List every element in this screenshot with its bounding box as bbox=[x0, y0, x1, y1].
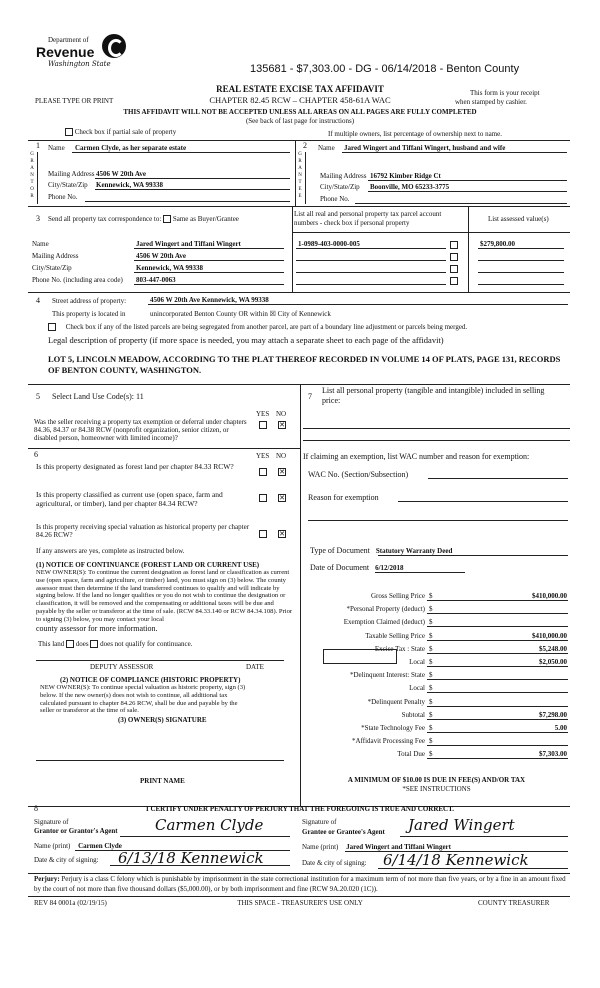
grantor-name[interactable]: Carmen Clyde, as her separate estate bbox=[75, 144, 187, 152]
continuance-row bbox=[38, 640, 192, 648]
acceptance-warning: THIS AFFIDAVIT WILL NOT BE ACCEPTED UNLESS ALL AREAS ON ALL PAGES ARE FULLY COMPLETED bbox=[123, 108, 477, 116]
tax-row bbox=[303, 603, 568, 615]
grantee-name-label: Name bbox=[318, 144, 335, 152]
local-rate-box[interactable] bbox=[323, 649, 397, 664]
notice2-title: (2) NOTICE OF COMPLIANCE (HISTORIC PROPERTY) bbox=[60, 676, 241, 684]
wac-label: WAC No. (Section/Subsection) bbox=[308, 470, 409, 479]
forest-no-checkbox[interactable]: ✕ bbox=[279, 468, 285, 476]
current-use-no-checkbox[interactable]: ✕ bbox=[279, 494, 285, 502]
sec3-phone[interactable]: 803-447-0063 bbox=[136, 276, 176, 284]
notice1-body: NEW OWNER(S): To continue the current designation as forest land or classification as current use (open space, farm and agriculture, or timber) land, you must sign on (3) below. The county assessor must then determine if the land transferred continues to qualify and will indicate by signing below. If the land no longer qualifies or you do not wish to continue the designation or classification, it will be removed and the compensating or additional taxes will be due and payable by the seller or transferor at the time of sale. (RCW 84.33.140 or RCW 84.34.108). Prior to signing (3) below, you may contact your local bbox=[36, 569, 293, 623]
tax-row bbox=[303, 696, 568, 708]
notice1-title: (1) NOTICE OF CONTINUANCE (FOREST LAND OR CURRENT USE) bbox=[36, 561, 260, 569]
perjury-notice bbox=[34, 875, 568, 894]
sec3-name-label: Name bbox=[32, 240, 49, 248]
located-value[interactable]: unincorporated Benton County OR within ☒ City of Kennewick bbox=[150, 310, 331, 318]
tax-row-dollar: $ bbox=[429, 592, 433, 600]
tax-row-dollar: $ bbox=[429, 750, 433, 759]
segregated-label: Check box if any of the listed parcels are being segregated from another parcel, are part of a boundary line adjustment or parcels being merged. bbox=[65, 323, 468, 331]
segregated-row bbox=[48, 323, 568, 331]
grantor-date-city[interactable]: 6/13/18 Kennewick bbox=[118, 849, 264, 867]
tax-row-value[interactable]: $410,000.00 bbox=[532, 592, 567, 600]
grantee-mailing[interactable]: 16792 Kimber Ridge Ct bbox=[370, 172, 441, 180]
tax-row bbox=[303, 709, 568, 721]
section6-num: 6 bbox=[34, 450, 38, 459]
doc-date-label: Date of Document bbox=[310, 563, 370, 572]
tax-row-dollar: $ bbox=[429, 697, 433, 706]
same-label: Same as Buyer/Grantee bbox=[172, 215, 239, 223]
historic-no-checkbox[interactable]: ✕ bbox=[279, 530, 285, 538]
sec5-yes-checkbox[interactable] bbox=[259, 421, 267, 429]
if-yes-note: If any answers are yes, complete as instructed below. bbox=[36, 547, 185, 555]
parcel-number[interactable]: 1-0989-403-0000-005 bbox=[298, 240, 360, 248]
tax-row bbox=[303, 722, 568, 734]
tax-row-label: *Delinquent Penalty bbox=[367, 697, 425, 706]
grantee-name-row bbox=[302, 843, 451, 851]
grantor-mailing[interactable]: 4506 W 20th Ave bbox=[96, 170, 146, 178]
grantor-name-row bbox=[34, 842, 122, 850]
tax-row-label: Local bbox=[409, 658, 425, 666]
tax-row-dollar: $ bbox=[429, 710, 433, 719]
grantee-letters: G R A N T E E bbox=[297, 152, 306, 204]
grantee-city-label: City/State/Zip bbox=[320, 183, 360, 191]
legal-label: Legal description of property (if more space is needed, you may attach a separate sheet to each page of the affidavit) bbox=[48, 335, 444, 345]
land-use-code[interactable]: 11 bbox=[135, 392, 144, 401]
please-type: PLEASE TYPE OR PRINT bbox=[35, 97, 114, 105]
tax-row bbox=[303, 735, 568, 747]
tax-row-label: Total Due bbox=[397, 750, 425, 759]
grantor-name-print-label: Name (print) bbox=[34, 842, 71, 850]
tax-row-value[interactable]: $2,050.00 bbox=[539, 658, 567, 666]
reason-label: Reason for exemption bbox=[308, 493, 379, 502]
street-address[interactable]: 4506 W 20th Ave Kennewick, WA 99338 bbox=[150, 296, 269, 304]
sec3-phone-label: Phone No. (including area code) bbox=[32, 276, 123, 284]
tax-row-dollar: $ bbox=[429, 631, 433, 640]
grantee-date-city[interactable]: 6/14/18 Kennewick bbox=[383, 851, 529, 869]
grantor-sig-label: Signature of bbox=[34, 818, 69, 826]
tax-row-label: Gross Selling Price bbox=[370, 592, 425, 600]
perjury-label: Perjury: bbox=[34, 875, 60, 883]
tax-row-dollar: $ bbox=[429, 605, 433, 614]
tax-row-label: *Affidavit Processing Fee bbox=[352, 737, 425, 746]
treasurer-space: THIS SPACE - TREASURER'S USE ONLY bbox=[237, 899, 363, 907]
certify-statement: I CERTIFY UNDER PENALTY OF PERJURY THAT THE FOREGOING IS TRUE AND CORRECT. bbox=[145, 805, 454, 813]
tax-row-label: Subtotal bbox=[401, 710, 425, 719]
doc-type[interactable]: Statutory Warranty Deed bbox=[375, 547, 453, 555]
grantee-agent-label: Grantee or Grantee's Agent bbox=[302, 828, 385, 836]
grantee-city[interactable]: Boonville, MO 65233-3775 bbox=[370, 183, 450, 191]
grantee-phone-label: Phone No. bbox=[320, 195, 350, 203]
tax-row-dollar: $ bbox=[429, 684, 433, 693]
logo-dept: Department of bbox=[48, 36, 89, 44]
does-label: does bbox=[75, 640, 89, 648]
tax-row-label: Taxable Selling Price bbox=[365, 631, 425, 640]
sec6-no: NO bbox=[276, 452, 287, 460]
tax-row-label: *State Technology Fee bbox=[361, 724, 425, 732]
form-title: REAL ESTATE EXCISE TAX AFFIDAVIT bbox=[216, 84, 384, 94]
section4-num: 4 bbox=[36, 296, 40, 305]
tax-row-dollar: $ bbox=[429, 644, 433, 653]
partial-sale-checkbox[interactable] bbox=[65, 128, 73, 136]
see-back: (See back of last page for instructions) bbox=[245, 117, 355, 125]
doc-type-row bbox=[310, 546, 452, 555]
tax-row bbox=[303, 748, 568, 760]
form-subtitle: CHAPTER 82.45 RCW – CHAPTER 458-61A WAC bbox=[209, 95, 391, 105]
sec3-mailing-label: Mailing Address bbox=[32, 252, 79, 260]
grantee-print-name[interactable]: Jared Wingert and Tiffani Wingert bbox=[346, 843, 451, 851]
parcel-list-label1: List all real and personal property tax parcel account bbox=[294, 210, 442, 218]
grantor-phone-label: Phone No. bbox=[48, 193, 78, 201]
partial-sale bbox=[65, 128, 176, 136]
multiple-owners-note: If multiple owners, list percentage of ownership next to name. bbox=[328, 130, 502, 138]
grantee-date-label: Date & city of signing: bbox=[302, 859, 367, 867]
historic-yes-checkbox[interactable] bbox=[259, 530, 267, 538]
doc-type-label: Type of Document bbox=[310, 546, 370, 555]
county-treasurer: COUNTY TREASURER bbox=[478, 899, 550, 907]
recording-stamp: 135681 - $7,303.00 - DG - 06/14/2018 - Benton County bbox=[250, 63, 520, 75]
tax-row-dollar: $ bbox=[429, 671, 433, 680]
tax-row bbox=[303, 616, 568, 628]
tax-row-dollar: $ bbox=[429, 724, 433, 732]
tax-row-value[interactable]: $7,298.00 bbox=[539, 710, 567, 719]
dor-logo bbox=[36, 34, 136, 74]
doc-date-row bbox=[310, 563, 403, 572]
deputy-assessor: DEPUTY ASSESSOR bbox=[90, 663, 154, 671]
sec3-mailing[interactable]: 4506 W 20th Ave bbox=[136, 252, 186, 260]
street-label: Street address of property: bbox=[52, 297, 127, 305]
partial-sale-label: Check box if partial sale of property bbox=[74, 128, 177, 136]
sec5-no-checkbox[interactable]: ✕ bbox=[279, 421, 285, 429]
sec5-yes: YES bbox=[256, 410, 270, 418]
grantee-mailing-label: Mailing Address bbox=[320, 172, 367, 180]
parcel-personal-checkbox-2[interactable] bbox=[450, 253, 458, 261]
located-label: This property is located in bbox=[52, 310, 126, 318]
grantee-name-print-label: Name (print) bbox=[302, 843, 339, 851]
section5-num: 5 bbox=[36, 392, 40, 401]
tax-row bbox=[303, 669, 568, 681]
tax-row bbox=[303, 590, 568, 602]
historic-question: Is this property receiving special valuation as historical property per chapter 84.26 RCW? bbox=[36, 523, 250, 539]
land-use-label: Select Land Use Code(s): bbox=[52, 392, 134, 401]
assessed-label: List assessed value(s) bbox=[488, 215, 549, 223]
send-to bbox=[48, 215, 239, 223]
forest-question: Is this property designated as forest land per chapter 84.33 RCW? bbox=[36, 462, 234, 471]
grantor-letters: G R A N T O R bbox=[29, 152, 38, 204]
personal-property-label: List all personal property (tangible and intangible) included in selling price: bbox=[322, 386, 545, 405]
tax-row-dollar: $ bbox=[429, 658, 433, 666]
sec3-city-label: City/State/Zip bbox=[32, 264, 72, 272]
logo-emblem-icon bbox=[102, 34, 126, 58]
grantee-sig-label: Signature of bbox=[302, 818, 337, 826]
parcel-personal-checkbox-4[interactable] bbox=[450, 277, 458, 285]
same-as-buyer-checkbox[interactable] bbox=[163, 215, 171, 223]
perjury-text: Perjury is a class C felony which is punishable by imprisonment in the state correctional institution for a maximum term of not more than five years, or by a fine in an amount fixed by the court of not more than five thousand dollars ($5,000.00), or by both imprisonment and fine (RCW 9A.20.020 (1C)). bbox=[34, 875, 566, 893]
see-instructions: *SEE INSTRUCTIONS bbox=[402, 785, 471, 793]
current-use-question: Is this property classified as current use (open space, farm and agricultural, or timber), land per chapter 84.34 RCW? bbox=[36, 490, 223, 508]
grantor-agent-label: Grantor or Grantor's Agent bbox=[34, 827, 118, 835]
tax-row-label: *Personal Property (deduct) bbox=[346, 605, 425, 614]
grantor-name-label: Name bbox=[48, 144, 65, 152]
legal-description[interactable]: LOT 5, LINCOLN MEADOW, ACCORDING TO THE PLAT THEREOF RECORDED IN VOLUME 14 OF PLATS, PAGE 131, RECORDS OF BENTON COUNTY, WASHINGTON. bbox=[48, 354, 561, 375]
tax-row bbox=[303, 682, 568, 694]
grantor-print-name[interactable]: Carmen Clyde bbox=[78, 842, 122, 850]
grantor-city-label: City/State/Zip bbox=[48, 181, 88, 189]
logo-state: Washington State bbox=[48, 60, 111, 68]
receipt-line1: This form is your receipt bbox=[470, 89, 540, 97]
assessed-value[interactable]: $279,800.00 bbox=[480, 240, 515, 248]
sec3-name[interactable]: Jared Wingert and Tiffani Wingert bbox=[136, 240, 241, 248]
tax-row-dollar: $ bbox=[429, 737, 433, 746]
does-not-label: does not qualify for continuance. bbox=[100, 640, 193, 648]
tax-row-label: Local bbox=[409, 684, 425, 693]
forest-yes-checkbox[interactable] bbox=[259, 468, 267, 476]
deputy-date: DATE bbox=[246, 663, 264, 671]
grantor-city[interactable]: Kennewick, WA 99338 bbox=[96, 181, 163, 189]
print-name-label: PRINT NAME bbox=[140, 777, 185, 785]
notice2-body: NEW OWNER(S): To continue special valuation as historic property, sign (3) below. If the new owner(s) does not wish to continue, all additional tax calculated pursuant to chapter 84.26 RCW, shall be due and payable by the seller or transferor at the time of sale. bbox=[40, 684, 246, 715]
grantee-signature[interactable]: Jared Wingert bbox=[408, 816, 515, 834]
tax-row-label: Exemption Claimed (deduct) bbox=[343, 618, 425, 627]
notice1-end: county assessor for more information. bbox=[36, 624, 158, 633]
logo-revenue: Revenue bbox=[36, 44, 95, 60]
parcel-list-label2: numbers - check box if personal property bbox=[294, 219, 410, 227]
tax-row bbox=[303, 630, 568, 642]
tax-row-label: *Delinquent Interest: State bbox=[349, 671, 425, 680]
grantor-signature[interactable]: Carmen Clyde bbox=[155, 816, 264, 834]
receipt-line2: when stamped by cashier. bbox=[455, 98, 527, 106]
tax-row-value[interactable]: $7,303.00 bbox=[539, 750, 567, 759]
owner-signature-label: (3) OWNER(S) SIGNATURE bbox=[118, 716, 207, 724]
section3-num: 3 bbox=[36, 214, 40, 223]
sec5-question: Was the seller receiving a property tax exemption or deferral under chapters 84.36, 84.37 or 84.38 RCW (nonprofit organization, senior citizen, or disabled person, homeowner with limited income)? bbox=[34, 418, 247, 442]
tax-row-dollar: $ bbox=[429, 618, 433, 627]
does-checkbox[interactable] bbox=[66, 640, 74, 648]
parcel-personal-checkbox-3[interactable] bbox=[450, 265, 458, 273]
send-label: Send all property tax correspondence to: bbox=[48, 215, 162, 223]
minimum-due: A MINIMUM OF $10.00 IS DUE IN FEE(S) AND/OR TAX bbox=[347, 776, 526, 784]
grantor-num: 1 bbox=[36, 141, 40, 150]
doc-date[interactable]: 6/12/2018 bbox=[375, 564, 404, 572]
current-use-yes-checkbox[interactable] bbox=[259, 494, 267, 502]
tax-row-value[interactable]: $410,000.00 bbox=[532, 631, 567, 640]
this-land-label: This land bbox=[38, 640, 65, 648]
tax-row-label: Excise Tax : State bbox=[374, 644, 425, 653]
sec5-no: NO bbox=[276, 410, 287, 418]
exemption-label: If claiming an exemption, list WAC number and reason for exemption: bbox=[303, 452, 530, 461]
section7-num: 7 bbox=[308, 392, 312, 401]
sec3-city[interactable]: Kennewick, WA 99338 bbox=[136, 264, 203, 272]
grantor-mailing-label: Mailing Address bbox=[48, 170, 95, 178]
grantor-date-label: Date & city of signing: bbox=[34, 856, 99, 864]
section8-num: 8 bbox=[34, 804, 38, 813]
form-revision: REV 84 0001a (02/19/15) bbox=[34, 899, 107, 907]
tax-row-value[interactable]: $5,248.00 bbox=[539, 644, 567, 653]
tax-row-value[interactable]: 5.00 bbox=[554, 724, 567, 732]
parcel-personal-checkbox-1[interactable] bbox=[450, 241, 458, 249]
sec6-yes: YES bbox=[256, 452, 270, 460]
segregated-checkbox[interactable] bbox=[48, 323, 56, 331]
grantee-name[interactable]: Jared Wingert and Tiffani Wingert, husband and wife bbox=[344, 144, 506, 152]
does-not-checkbox[interactable] bbox=[90, 640, 98, 648]
grantee-num: 2 bbox=[303, 141, 307, 150]
land-use bbox=[52, 392, 144, 401]
